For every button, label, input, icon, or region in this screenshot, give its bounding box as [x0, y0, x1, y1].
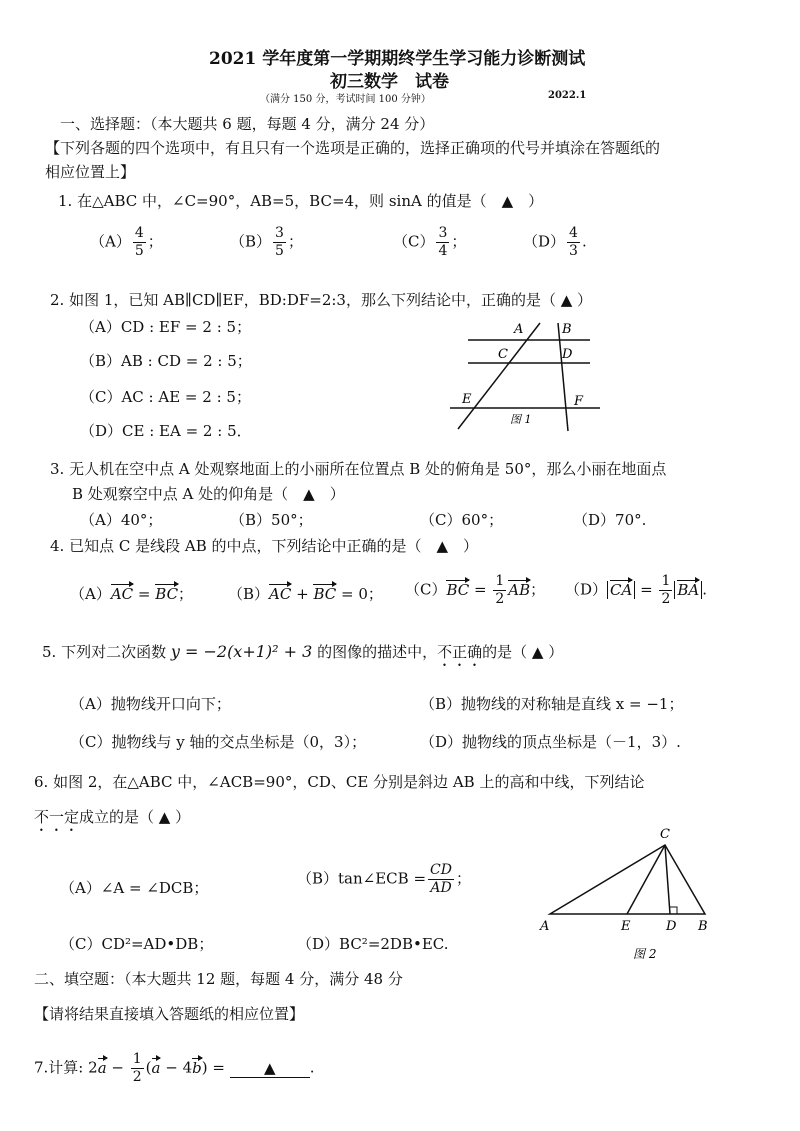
label-c: C — [498, 347, 508, 362]
q1-option-b[interactable]: （B） $\frac{3}{5}$ ； — [230, 225, 303, 259]
emphasis-not-necessarily: 不一定 — [34, 808, 80, 826]
label-e: E — [462, 392, 472, 407]
q2-option-a[interactable]: （A）CD : EF = 2 : 5； — [80, 318, 252, 336]
q2-option-d[interactable]: （D）CE : EA = 2 : 5． — [80, 422, 252, 440]
q4-option-d[interactable]: （D） CA = $\frac{1}{2}$ BA . — [565, 573, 708, 607]
exam-meta: （满分 150 分，考试时间 100 分钟） — [260, 94, 431, 105]
label-a: A — [540, 919, 550, 934]
label-f: F — [574, 394, 584, 409]
q4-stem: 4. 已知点 C 是线段 AB 的中点，下列结论中正确的是（ ▲ ） — [50, 537, 479, 555]
q5-formula: y = −2(x+1)² + 3 — [170, 642, 313, 661]
q3-option-d[interactable]: （D）70°. — [573, 511, 647, 529]
q5-stem: 5. 下列对二次函数 y = −2(x+1)² + 3 的图像的描述中，不正确的是（ ▲ ） — [42, 642, 564, 661]
q7-answer-blank[interactable]: ▲ — [230, 1059, 310, 1078]
q3-option-c[interactable]: （C）60°； — [420, 511, 504, 529]
exam-date: 2022.1 — [548, 90, 587, 101]
label-a: A — [514, 322, 524, 337]
label-d: D — [562, 347, 573, 362]
q6-option-c[interactable]: （C）CD²=AD•DB； — [60, 935, 214, 953]
q5-option-b[interactable]: （B）抛物线的对称轴是直线 x = −1； — [420, 695, 684, 713]
section2-instruction: 【请将结果直接填入答题纸的相应位置】 — [34, 1005, 305, 1023]
label-d: D — [666, 919, 677, 934]
q6-stem-line2: 不一定成立的是（ ▲ ） — [34, 808, 191, 826]
q6-option-b[interactable]: （B）tan∠ECB = $\frac{CD}{AD}$ ； — [297, 862, 471, 896]
figure-2-caption: 图 2 — [633, 947, 657, 961]
altitude-cd — [665, 845, 670, 914]
q4-option-c[interactable]: （C）BC = $\frac{1}{2}$ AB； — [405, 573, 546, 607]
section2-heading: 二、填空题：（本大题共 12 题，每题 4 分，满分 48 分 — [34, 970, 403, 988]
q1-option-d[interactable]: （D） $\frac{4}{3}$ . — [523, 225, 587, 259]
q1-option-a[interactable]: （A） $\frac{4}{5}$ ； — [90, 225, 163, 259]
q1-option-c[interactable]: （C） $\frac{3}{4}$ ； — [393, 225, 467, 259]
q2-option-b[interactable]: （B）AB : CD = 2 : 5； — [80, 352, 252, 370]
q7-stem: 7.计算: 2a − $\frac{1}{2}$ (a − 4b) = ▲ . — [34, 1051, 315, 1085]
q6-stem-line1: 6. 如图 2，在△ABC 中，∠ACB=90°，CD、CE 分别是斜边 AB 上的高和中线，下列结论 — [34, 773, 645, 791]
q3-option-a[interactable]: （A）40°； — [80, 511, 163, 529]
label-c: C — [660, 827, 670, 842]
q6-option-d[interactable]: （D）BC²=2DB•EC. — [297, 935, 449, 953]
q5-option-c[interactable]: （C）抛物线与 y 轴的交点坐标是（0，3）； — [70, 733, 367, 751]
exam-title: 2021 学年度第一学期期终学生学习能力诊断测试 — [209, 49, 586, 69]
q4-option-a[interactable]: （A）AC = BC； — [70, 585, 194, 603]
section1-instruction-cont: 相应位置上】 — [45, 163, 136, 181]
figure-1 — [440, 315, 620, 435]
section1-heading: 一、选择题：（本大题共 6 题，每题 4 分，满分 24 分） — [60, 115, 435, 133]
right-angle-mark — [670, 907, 677, 914]
exam-subtitle: 初三数学 试卷 — [330, 72, 449, 92]
transversal-right — [558, 323, 568, 431]
figure-1-caption: 图 1 — [510, 413, 532, 426]
q4-option-b[interactable]: （B）AC + BC = 0； — [228, 585, 383, 603]
label-e: E — [621, 919, 631, 934]
section1-instruction: 【下列各题的四个选项中，有且只有一个选项是正确的，选择正确项的代号并填涂在答题纸的 — [45, 139, 661, 157]
median-ce — [627, 845, 665, 914]
q3-option-b[interactable]: （B）50°； — [230, 511, 313, 529]
q1-stem: 1. 在△ABC 中，∠C=90°，AB=5，BC=4，则 sinA 的值是（ ▲ ） — [58, 192, 544, 210]
q3-stem-line1: 3. 无人机在空中点 A 处观察地面上的小丽所在位置点 B 处的俯角是 50°，那么小丽在地面点 — [50, 460, 667, 478]
triangle-abc — [550, 845, 705, 914]
q2-stem: 2. 如图 1，已知 AB∥CD∥EF，BD:DF=2:3，那么下列结论中，正确的是（ ▲ ） — [50, 291, 593, 309]
figure-2 — [530, 820, 720, 970]
q5-option-a[interactable]: （A）抛物线开口向下； — [70, 695, 231, 713]
q2-option-c[interactable]: （C）AC : AE = 2 : 5； — [80, 388, 251, 406]
q6-option-a[interactable]: （A）∠A = ∠DCB； — [60, 879, 209, 897]
label-b: B — [562, 322, 572, 337]
q3-stem-line2: B 处观察空中点 A 处的仰角是（ ▲ ） — [72, 485, 345, 503]
emphasis-not-correct: 不正确 — [437, 643, 483, 661]
q5-option-d[interactable]: （D）抛物线的顶点坐标是（－1，3）. — [420, 733, 681, 751]
label-b: B — [698, 919, 708, 934]
